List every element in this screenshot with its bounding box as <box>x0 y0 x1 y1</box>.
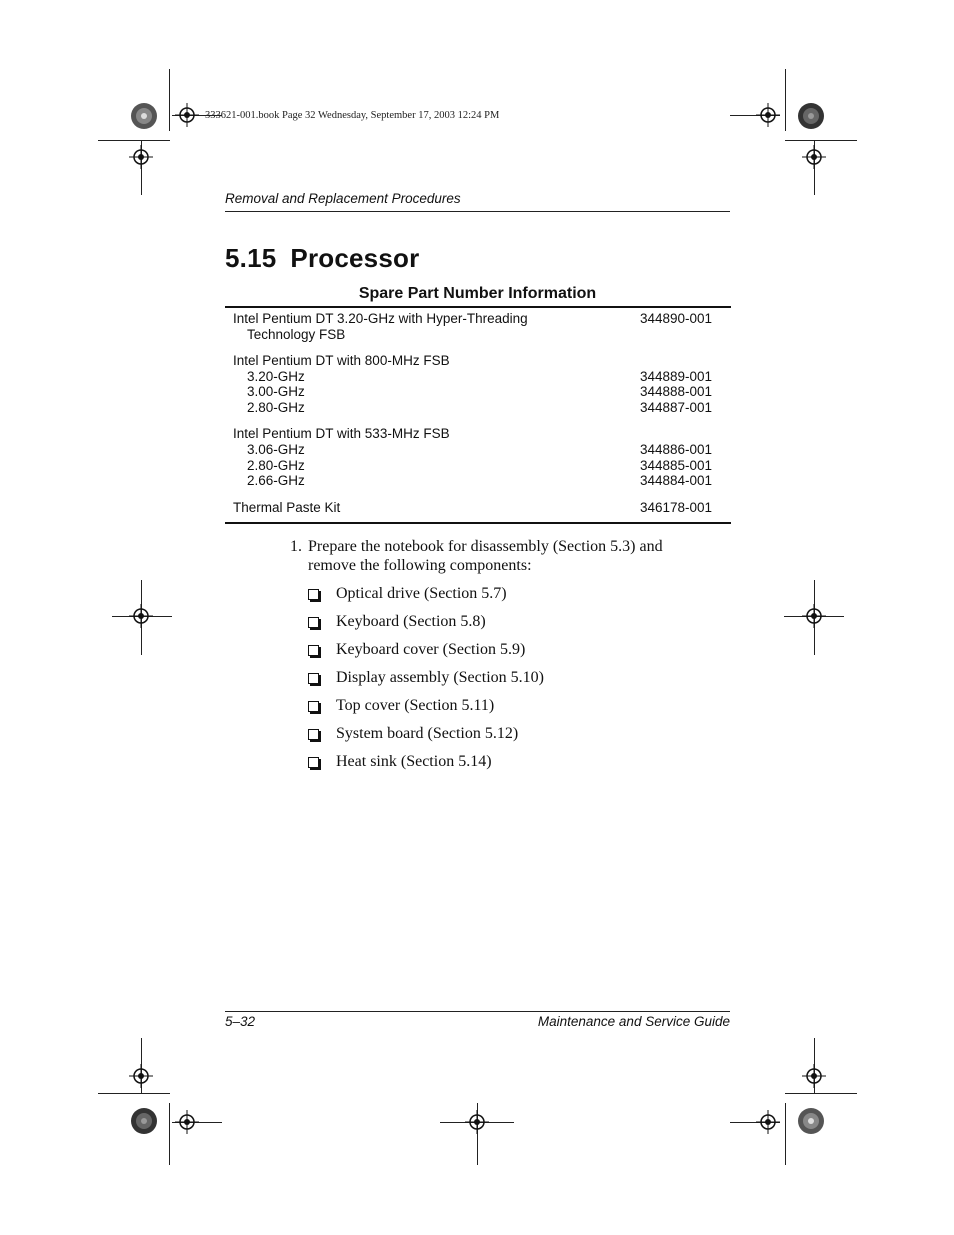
part-description: 2.80-GHz <box>247 400 305 415</box>
part-number: 344890-001 <box>640 311 713 326</box>
spare-parts-table <box>225 306 731 524</box>
registration-mark-icon <box>756 103 780 127</box>
crop-line <box>785 1093 857 1094</box>
section-number: 5.15 <box>225 243 277 273</box>
list-item-text: Display assembly (Section 5.10) <box>336 669 544 686</box>
print-slug: 333621-001.book Page 32 Wednesday, September 17, 2003 12:24 PM <box>205 110 500 121</box>
starburst-mark-icon <box>797 1107 825 1135</box>
table-row <box>233 353 723 369</box>
crop-line <box>169 1103 170 1165</box>
part-description: 3.20-GHz <box>247 369 305 384</box>
crop-line <box>785 1103 786 1165</box>
step-number: 1. <box>290 538 302 555</box>
checkbox-bullet-icon <box>308 617 319 628</box>
list-item-text: Heat sink (Section 5.14) <box>336 753 492 770</box>
registration-mark-icon <box>129 145 153 169</box>
page-number: 5–32 <box>225 1014 256 1029</box>
list-item-text: Keyboard (Section 5.8) <box>336 613 486 630</box>
part-number: 344886-001 <box>640 442 713 457</box>
footer-rule <box>225 1011 730 1012</box>
starburst-mark-icon <box>130 1107 158 1135</box>
part-description: 2.80-GHz <box>247 458 305 473</box>
part-description: Technology FSB <box>247 327 346 342</box>
part-description: Thermal Paste Kit <box>233 500 341 515</box>
table-caption: Spare Part Number Information <box>358 285 597 302</box>
registration-mark-icon <box>175 1110 199 1134</box>
checkbox-bullet-icon <box>308 757 319 768</box>
checkbox-bullet-icon <box>308 701 319 712</box>
table-row <box>233 442 723 458</box>
part-number: 344888-001 <box>640 384 713 399</box>
part-description: Intel Pentium DT with 800-MHz FSB <box>233 353 450 368</box>
registration-mark-icon <box>465 1110 489 1134</box>
step-text: Prepare the notebook for disassembly (Section 5.3) and remove the following components: <box>308 538 663 574</box>
starburst-mark-icon <box>130 102 158 130</box>
part-description: 3.06-GHz <box>247 442 305 457</box>
registration-mark-icon <box>129 1064 153 1088</box>
table-row <box>233 311 723 327</box>
guide-title: Maintenance and Service Guide <box>537 1014 730 1029</box>
table-row <box>233 369 723 385</box>
registration-mark-icon <box>802 145 826 169</box>
section-title-text: Processor <box>290 243 420 273</box>
running-head-rule <box>225 211 730 212</box>
crop-line <box>785 140 857 141</box>
crop-line <box>98 1093 170 1094</box>
checkbox-bullet-icon <box>308 729 319 740</box>
table-row <box>233 384 723 400</box>
section-title <box>225 243 419 274</box>
list-item-text: Top cover (Section 5.11) <box>336 697 495 714</box>
crop-line <box>98 140 170 141</box>
registration-mark-icon <box>129 604 153 628</box>
part-number: 344887-001 <box>640 400 713 415</box>
registration-mark-icon <box>175 103 199 127</box>
part-description: 3.00-GHz <box>247 384 305 399</box>
part-description: Intel Pentium DT 3.20-GHz with Hyper-Threading <box>233 311 528 326</box>
checkbox-bullet-icon <box>308 589 319 600</box>
list-item-text: Optical drive (Section 5.7) <box>336 585 507 602</box>
registration-mark-icon <box>802 604 826 628</box>
table-row <box>233 473 723 489</box>
list-item-text: System board (Section 5.12) <box>336 725 519 742</box>
registration-mark-icon <box>756 1110 780 1134</box>
list-item-text: Keyboard cover (Section 5.9) <box>336 641 526 658</box>
part-number: 344885-001 <box>640 458 713 473</box>
crop-line <box>785 69 786 131</box>
registration-mark-icon <box>802 1064 826 1088</box>
running-head: Removal and Replacement Procedures <box>225 191 461 206</box>
starburst-mark-icon <box>797 102 825 130</box>
checkbox-bullet-icon <box>308 673 319 684</box>
table-row <box>233 400 723 416</box>
table-row <box>233 500 723 516</box>
table-row <box>233 426 723 442</box>
part-number: 346178-001 <box>640 500 713 515</box>
table-row <box>233 458 723 474</box>
crop-line <box>169 69 170 131</box>
part-number: 344884-001 <box>640 473 713 488</box>
part-description: 2.66-GHz <box>247 473 305 488</box>
part-description: Intel Pentium DT with 533-MHz FSB <box>233 426 450 441</box>
checkbox-bullet-icon <box>308 645 319 656</box>
table-row <box>233 327 723 343</box>
part-number: 344889-001 <box>640 369 713 384</box>
